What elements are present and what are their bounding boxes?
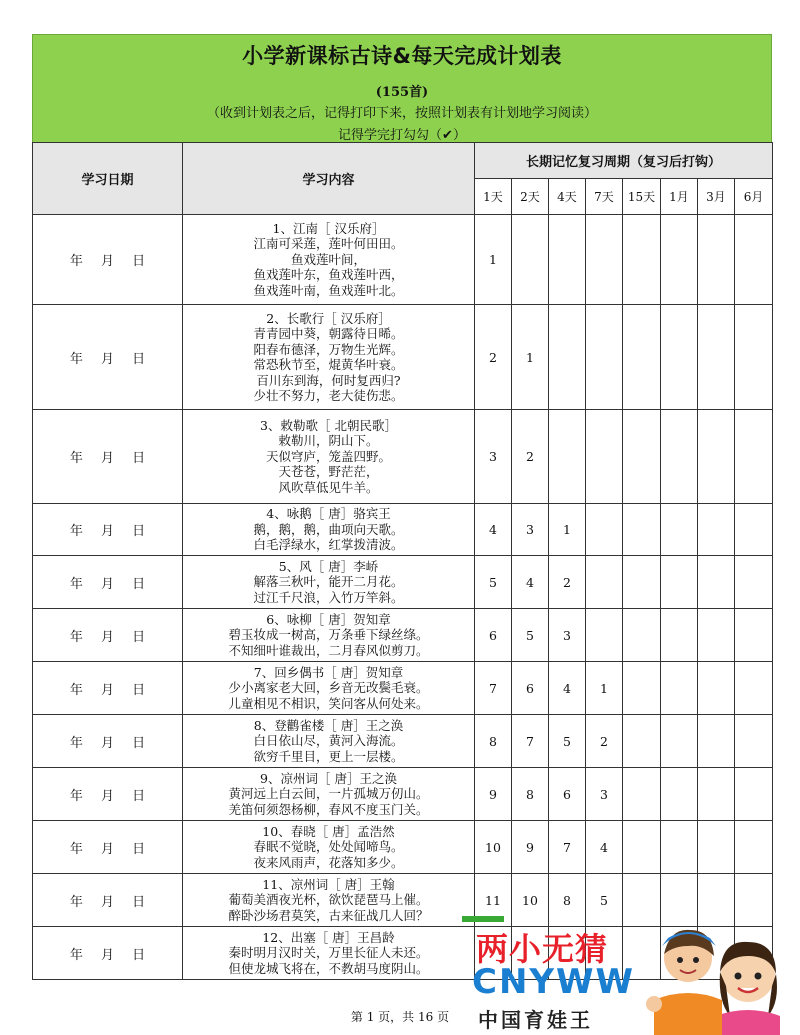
review-check-cell[interactable] [698,609,735,662]
review-check-cell[interactable] [698,504,735,556]
review-check-cell[interactable]: 5 [586,874,623,927]
review-check-cell[interactable]: 6 [549,768,586,821]
plan-rows [33,215,773,980]
poem-line: 青青园中葵，朝露待日晞。 [253,326,404,341]
review-check-cell[interactable] [661,609,698,662]
review-check-cell[interactable]: 1 [549,504,586,556]
poem-cell [183,410,475,504]
poem-cell [183,768,475,821]
date-cell[interactable]: 年 月 日 [33,215,183,305]
review-check-cell[interactable] [586,504,623,556]
table-row [33,768,773,821]
poem-cell [183,305,475,410]
poem-line: 儿童相见不相识，笑问客从何处来。 [228,695,429,711]
review-check-cell[interactable] [661,305,698,410]
review-check-cell[interactable]: 1 [475,215,512,305]
review-check-cell[interactable] [735,768,773,821]
review-check-cell[interactable]: 2 [512,410,549,504]
review-check-cell[interactable] [735,410,773,504]
poem-title: 2、长歌行［ 汉乐府］ [266,310,391,326]
poem-line: 鱼戏莲叶间， [290,251,366,267]
review-check-cell[interactable]: 7 [512,715,549,768]
check-note: 记得学完打勾勾（✔） [338,128,466,143]
review-check-cell[interactable]: 4 [549,662,586,715]
review-day-header: 1天 [475,179,512,215]
review-check-cell[interactable] [586,556,623,609]
review-check-cell[interactable]: 7 [549,821,586,874]
review-check-cell[interactable] [661,504,698,556]
plan-sheet [32,34,772,980]
poem-title: 9、凉州词［ 唐］王之涣 [260,770,397,786]
poem-line: 天苍苍，野茫茫， [278,464,379,480]
poem-line: 天似穹庐，笼盖四野。 [265,448,391,464]
date-cell[interactable]: 年 月 日 [33,609,183,662]
review-check-cell[interactable] [735,215,773,305]
cartoon-kids-icon [640,916,800,1035]
poem-cell [183,821,475,874]
review-check-cell[interactable] [586,305,623,410]
date-cell[interactable]: 年 月 日 [33,715,183,768]
poem-cell [183,504,475,556]
review-check-cell[interactable] [661,556,698,609]
watermark-line3: 中国育娃王 [478,1008,593,1032]
review-check-cell[interactable] [698,715,735,768]
review-check-cell[interactable] [586,609,623,662]
instruction-note: （收到计划表之后，记得打印下来，按照计划表有计划地学习阅读） [206,106,597,121]
poem-title: 8、登鹳雀楼［ 唐］王之涣 [253,717,404,733]
review-day-header: 3月 [698,179,735,215]
date-cell[interactable]: 年 月 日 [33,874,183,927]
poem-line: 秦时明月汉时关，万里长征人未还。 [228,945,429,961]
review-day-header: 4天 [549,179,586,215]
date-cell[interactable]: 年 月 日 [33,504,183,556]
poem-line: 百川东到海，何时复西归? [256,372,401,388]
date-cell[interactable]: 年 月 日 [33,305,183,410]
poem-line: 少壮不努力，老大徒伤悲。 [253,388,404,403]
review-check-cell[interactable]: 9 [512,821,549,874]
date-cell[interactable]: 年 月 日 [33,662,183,715]
review-check-cell[interactable] [661,410,698,504]
review-check-cell[interactable] [735,821,773,874]
review-check-cell[interactable]: 8 [549,874,586,927]
review-check-cell[interactable]: 1 [512,305,549,410]
poem-line: 少小离家老大回，乡音无改鬓毛衰。 [228,680,429,696]
review-check-cell[interactable] [549,410,586,504]
review-day-header: 7天 [586,179,623,215]
review-check-cell[interactable]: 11 [475,874,512,927]
poem-count: (155首) [375,85,429,100]
review-check-cell[interactable]: 3 [512,504,549,556]
poem-line: 白毛浮绿水，红掌拨清波。 [253,537,404,553]
poem-line: 阳春布德泽，万物生光辉。 [253,341,404,357]
review-check-cell[interactable] [661,662,698,715]
poem-line: 解落三秋叶，能开二月花。 [253,574,404,590]
poem-line: 羌笛何须怨杨柳，春风不度玉门关。 [228,801,429,817]
review-check-cell[interactable] [735,662,773,715]
poem-line: 敕勒川，阴山下。 [278,433,379,449]
review-check-cell[interactable] [623,715,661,768]
poem-title: 4、咏鹅［ 唐］骆宾王 [266,506,391,522]
review-check-cell[interactable]: 5 [549,715,586,768]
review-check-cell[interactable] [661,768,698,821]
table-row [33,215,773,305]
poem-line: 江南可采莲，莲叶何田田。 [253,236,404,252]
review-check-cell[interactable]: 5 [475,556,512,609]
review-check-cell[interactable] [623,305,661,410]
poem-cell [183,715,475,768]
header-date: 学习日期 [33,143,183,215]
review-check-cell[interactable] [623,821,661,874]
review-check-cell[interactable]: 6 [475,609,512,662]
poem-line: 鱼戏莲叶东，鱼戏莲叶西， [253,267,404,283]
table-row [33,609,773,662]
page-footer: 第 1 页，共 16 页 [350,1010,450,1024]
review-check-cell[interactable] [623,768,661,821]
review-check-cell[interactable] [623,662,661,715]
poem-title: 7、回乡偶书［ 唐］贺知章 [253,664,404,680]
table-row [33,556,773,609]
review-check-cell[interactable]: 4 [512,556,549,609]
poem-line: 白日依山尽，黄河入海流。 [253,733,404,749]
review-check-cell[interactable] [623,504,661,556]
header-content: 学习内容 [183,143,475,215]
date-cell[interactable]: 年 月 日 [33,768,183,821]
review-check-cell[interactable] [586,215,623,305]
review-check-cell[interactable]: 10 [512,874,549,927]
review-check-cell[interactable]: 8 [512,768,549,821]
review-check-cell[interactable]: 9 [475,768,512,821]
watermark-logo [462,916,800,1035]
poem-line: 常恐秋节至，焜黄华叶衰。 [253,357,404,372]
poem-line: 黄河远上白云间，一片孤城万仞山。 [228,786,429,802]
table-row [33,504,773,556]
review-check-cell[interactable] [735,556,773,609]
review-check-cell[interactable] [698,215,735,305]
header-review: 长期记忆复习周期（复习后打钩） [475,143,773,179]
poem-line: 鹅，鹅，鹅，曲项向天歌。 [253,521,404,537]
review-check-cell[interactable] [735,715,773,768]
date-cell[interactable]: 年 月 日 [33,410,183,504]
review-check-cell[interactable]: 2 [475,305,512,410]
review-check-cell[interactable] [623,410,661,504]
review-check-cell[interactable]: 3 [475,410,512,504]
table-row [33,821,773,874]
review-check-cell[interactable]: 4 [475,504,512,556]
review-check-cell[interactable] [549,305,586,410]
review-check-cell[interactable] [735,609,773,662]
page-title: 小学新课标古诗&每天完成计划表 [242,44,562,68]
review-check-cell[interactable] [661,215,698,305]
plan-table [32,142,773,980]
poem-line: 鱼戏莲叶南，鱼戏莲叶北。 [253,282,404,298]
poem-title: 11、凉州词［ 唐］王翰 [262,876,395,892]
date-cell[interactable]: 年 月 日 [33,556,183,609]
poem-cell [183,662,475,715]
poem-cell [183,215,475,305]
review-check-cell[interactable] [623,215,661,305]
review-check-cell[interactable] [586,410,623,504]
review-check-cell[interactable] [623,609,661,662]
review-check-cell[interactable] [623,556,661,609]
review-check-cell[interactable]: 4 [586,821,623,874]
review-check-cell[interactable]: 8 [475,715,512,768]
table-row [33,410,773,504]
table-row [33,715,773,768]
poem-line: 欲穷千里目，更上一层楼。 [253,748,404,764]
review-check-cell[interactable]: 2 [549,556,586,609]
review-check-cell[interactable]: 3 [586,768,623,821]
poem-cell [183,609,475,662]
review-check-cell[interactable] [661,821,698,874]
review-check-cell[interactable]: 10 [475,821,512,874]
review-check-cell[interactable] [661,715,698,768]
poem-title: 3、敕勒歌［ 北朝民歌］ [260,417,397,433]
poem-title: 5、风［ 唐］李峤 [278,558,379,574]
review-check-cell[interactable] [735,504,773,556]
review-day-header: 6月 [735,179,773,215]
review-check-cell[interactable]: 1 [586,662,623,715]
poem-line: 碧玉妆成一树高，万条垂下绿丝绦。 [228,627,429,643]
table-row [33,305,773,410]
review-check-cell[interactable] [698,410,735,504]
table-row [33,662,773,715]
review-check-cell[interactable]: 5 [512,609,549,662]
review-day-header: 15天 [623,179,661,215]
review-check-cell[interactable]: 6 [512,662,549,715]
review-day-header: 2天 [512,179,549,215]
poem-line: 夜来风雨声，花落知多少。 [253,854,404,870]
poem-line: 不知细叶谁裁出，二月春风似剪刀。 [228,642,429,658]
review-check-cell[interactable]: 2 [586,715,623,768]
poem-title: 12、出塞［ 唐］王昌龄 [262,929,395,945]
review-check-cell[interactable] [698,821,735,874]
review-check-cell[interactable] [698,556,735,609]
date-cell[interactable]: 年 月 日 [33,821,183,874]
header-band [32,34,772,142]
review-check-cell[interactable] [549,215,586,305]
review-check-cell[interactable] [698,305,735,410]
review-check-cell[interactable]: 7 [475,662,512,715]
poem-line: 春眠不觉晓，处处闻啼鸟。 [253,839,404,855]
review-day-header: 1月 [661,179,698,215]
poem-line: 但使龙城飞将在，不教胡马度阴山。 [228,960,429,976]
watermark-line1: 两小无猜 [476,930,609,968]
watermark-line2: CNYWW [472,962,636,1002]
review-check-cell[interactable] [735,305,773,410]
poem-cell [183,556,475,609]
poem-title: 6、咏柳［ 唐］贺知章 [266,611,391,627]
review-check-cell[interactable] [698,662,735,715]
poem-title: 1、江南［ 汉乐府］ [272,220,385,236]
poem-line: 风吹草低见牛羊。 [278,479,379,495]
review-check-cell[interactable] [512,215,549,305]
poem-title: 10、春晓［ 唐］孟浩然 [262,823,395,839]
review-check-cell[interactable]: 3 [549,609,586,662]
date-cell[interactable]: 年 月 日 [33,927,183,980]
poem-line: 葡萄美酒夜光杯，欲饮琵琶马上催。 [228,892,429,908]
poem-line: 过江千尺浪，入竹万竿斜。 [253,589,404,605]
poem-line: 醉卧沙场君莫笑，古来征战几人回？ [228,907,429,923]
poem-cell [183,874,475,927]
review-check-cell[interactable] [698,768,735,821]
poem-cell [183,927,475,980]
